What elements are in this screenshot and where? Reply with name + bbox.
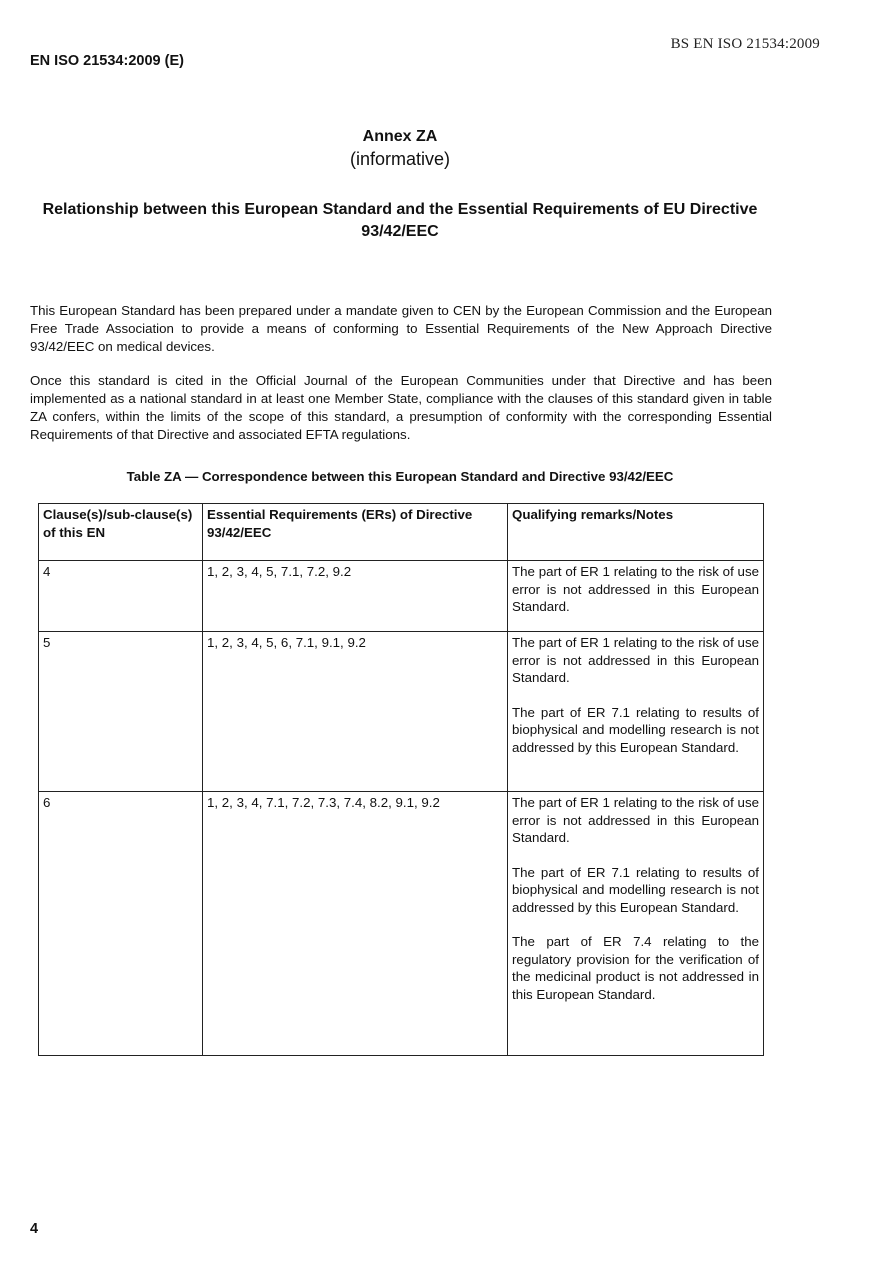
remark-text: The part of ER 7.4 relating to the regulatory provision for the verification of the medicinal product is not addressed in this European Standard.: [512, 934, 759, 1002]
remarks-cell: [508, 792, 764, 1056]
clause-cell: 4: [39, 561, 203, 632]
section-heading: Relationship between this European Standard and the Essential Requirements of EU Directive 93/42/EEC: [42, 201, 758, 240]
clause-cell: 6: [39, 792, 203, 1056]
table-header-row: [39, 504, 764, 561]
correspondence-table: [38, 503, 764, 1056]
remarks-cell: [508, 561, 764, 632]
remarks-cell: [508, 632, 764, 792]
remark-text: The part of ER 7.1 relating to results of biophysical and modelling research is not addressed by this European Standard.: [512, 864, 759, 915]
annex-subtitle: (informative): [349, 149, 451, 169]
remark-text: The part of ER 1 relating to the risk of use error is not addressed in this European Standard.: [512, 635, 759, 685]
paragraph-conformity: Once this standard is cited in the Official Journal of the European Communities under that Directive and has been implemented as a national standard in at least one Member State, compliance with the clauses of this standard given in table ZA confers, within the limits of the scope of this standard, a presumption of conformity with the corresponding Essential Requirements of that Directive and associated EFTA regulations.: [30, 373, 772, 442]
remark-text: The part of ER 1 relating to the risk of use error is not addressed in this European Standard.: [512, 564, 759, 614]
annex-title: Annex ZA: [362, 128, 438, 145]
header-qualifying-remarks: Qualifying remarks/Notes: [508, 504, 764, 561]
ers-cell: 1, 2, 3, 4, 5, 7.1, 7.2, 9.2: [203, 561, 508, 632]
table-row: [39, 632, 764, 792]
header-clauses: Clause(s)/sub-clause(s) of this EN: [39, 504, 203, 561]
en-standard-reference: EN ISO 21534:2009 (E): [30, 53, 184, 69]
table-caption: Table ZA — Correspondence between this European Standard and Directive 93/42/EEC: [126, 469, 674, 484]
page-number: 4: [30, 1221, 39, 1237]
paragraph-mandate: This European Standard has been prepared under a mandate given to CEN by the European Commission and the European Free Trade Association to provide a means of conforming to Essential Requirements of the New Approach Directive 93/42/EEC on medical devices.: [30, 303, 772, 354]
ers-cell: 1, 2, 3, 4, 7.1, 7.2, 7.3, 7.4, 8.2, 9.1, 9.2: [203, 792, 508, 1056]
clause-cell: 5: [39, 632, 203, 792]
remark-text: The part of ER 7.1 relating to results of biophysical and modelling research is not addressed by this European Standard.: [512, 704, 759, 755]
bs-standard-reference: BS EN ISO 21534:2009: [670, 36, 820, 52]
remark-text: The part of ER 1 relating to the risk of use error is not addressed in this European Standard.: [512, 795, 759, 845]
ers-cell: 1, 2, 3, 4, 5, 6, 7.1, 9.1, 9.2: [203, 632, 508, 792]
table-row: [39, 792, 764, 1056]
table-row: [39, 561, 764, 632]
header-essential-requirements: Essential Requirements (ERs) of Directive 93/42/EEC: [203, 504, 508, 561]
